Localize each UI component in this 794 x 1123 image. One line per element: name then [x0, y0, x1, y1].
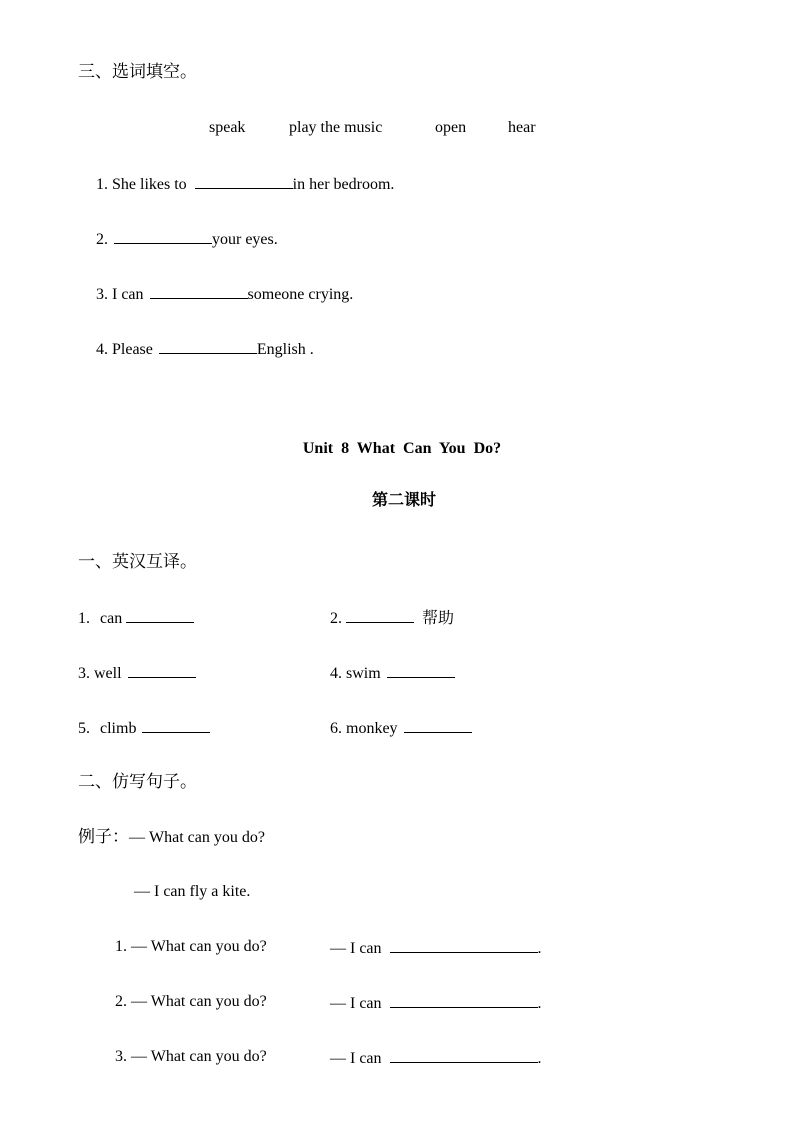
item-word: monkey [346, 720, 398, 737]
word-bank-item: speak [209, 119, 246, 136]
answer-blank[interactable] [195, 173, 293, 189]
section2-heading: 二、仿写句子。 [78, 772, 197, 791]
translate-item-4 [330, 662, 455, 684]
example-answer: — I can fly a kite. [134, 883, 251, 900]
item-word: well [94, 665, 122, 682]
item-text-before: She likes to [112, 176, 187, 193]
item-number: 1. [96, 176, 108, 193]
dialogue-answer-3 [330, 1047, 542, 1069]
answer-blank[interactable] [114, 228, 212, 244]
dialogue-item-2 [115, 992, 267, 1012]
answer-blank[interactable] [404, 717, 472, 733]
item-text-after: in her bedroom. [292, 176, 395, 193]
example-question-line [78, 827, 265, 848]
translate-item-1 [78, 607, 194, 629]
item-question: — What can you do? [131, 993, 267, 1010]
translate-item-6 [330, 717, 472, 739]
translate-item-3 [78, 662, 196, 684]
answer-blank[interactable] [126, 607, 194, 623]
unit-title: Unit 8 What Can You Do? [302, 440, 502, 457]
answer-blank[interactable] [390, 1047, 538, 1063]
item-word: can [100, 610, 123, 627]
item-end: . [537, 940, 542, 957]
item-word: climb [100, 720, 137, 737]
dialogue-item-3 [115, 1047, 267, 1067]
section1-heading: 一、英汉互译。 [78, 552, 197, 571]
example-question: — What can you do? [129, 829, 265, 846]
item-text-after: someone crying. [247, 286, 354, 303]
item-number: 2. [330, 610, 342, 627]
word-bank-item: play the music [289, 119, 383, 136]
dialogue-item-1 [115, 937, 267, 957]
item-word: swim [346, 665, 381, 682]
item-question: — What can you do? [131, 938, 267, 955]
item-number: 5. [78, 720, 90, 737]
fill-item-2 [96, 228, 278, 250]
answer-blank[interactable] [150, 283, 248, 299]
word-bank-item: open [435, 119, 467, 136]
item-question: — What can you do? [131, 1048, 267, 1065]
item-number: 3. [115, 1048, 127, 1065]
fill-item-3 [96, 283, 353, 305]
item-number: 2. [115, 993, 127, 1010]
item-number: 4. [96, 341, 108, 358]
item-answer: — I can [330, 940, 382, 957]
item-number: 1. [115, 938, 127, 955]
item-answer: — I can [330, 995, 382, 1012]
item-answer: — I can [330, 1050, 382, 1067]
item-number: 2. [96, 231, 108, 248]
dialogue-answer-1 [330, 937, 542, 959]
item-end: . [537, 1050, 542, 1067]
item-number: 6. [330, 720, 342, 737]
dialogue-answer-2 [330, 992, 542, 1014]
item-number: 4. [330, 665, 342, 682]
item-word: 帮助 [422, 610, 455, 627]
answer-blank[interactable] [346, 607, 414, 623]
item-text-before: I can [112, 286, 144, 303]
answer-blank[interactable] [390, 937, 538, 953]
item-number: 3. [78, 665, 90, 682]
translate-item-5 [78, 717, 210, 739]
item-text-after: English . [256, 341, 314, 358]
answer-blank[interactable] [128, 662, 196, 678]
answer-blank[interactable] [142, 717, 210, 733]
item-number: 3. [96, 286, 108, 303]
translate-item-2 [330, 607, 454, 629]
section3-heading: 三、选词填空。 [78, 62, 197, 81]
answer-blank[interactable] [390, 992, 538, 1008]
item-number: 1. [78, 610, 90, 627]
fill-item-1 [96, 173, 394, 195]
item-text-before: Please [112, 341, 153, 358]
answer-blank[interactable] [159, 338, 257, 354]
word-bank-item: hear [508, 119, 536, 136]
fill-item-4 [96, 338, 314, 360]
answer-blank[interactable] [387, 662, 455, 678]
item-end: . [537, 995, 542, 1012]
lesson-subtitle: 第二课时 [371, 492, 436, 509]
example-label: 例子： [78, 827, 129, 846]
item-text-after: your eyes. [212, 231, 278, 248]
